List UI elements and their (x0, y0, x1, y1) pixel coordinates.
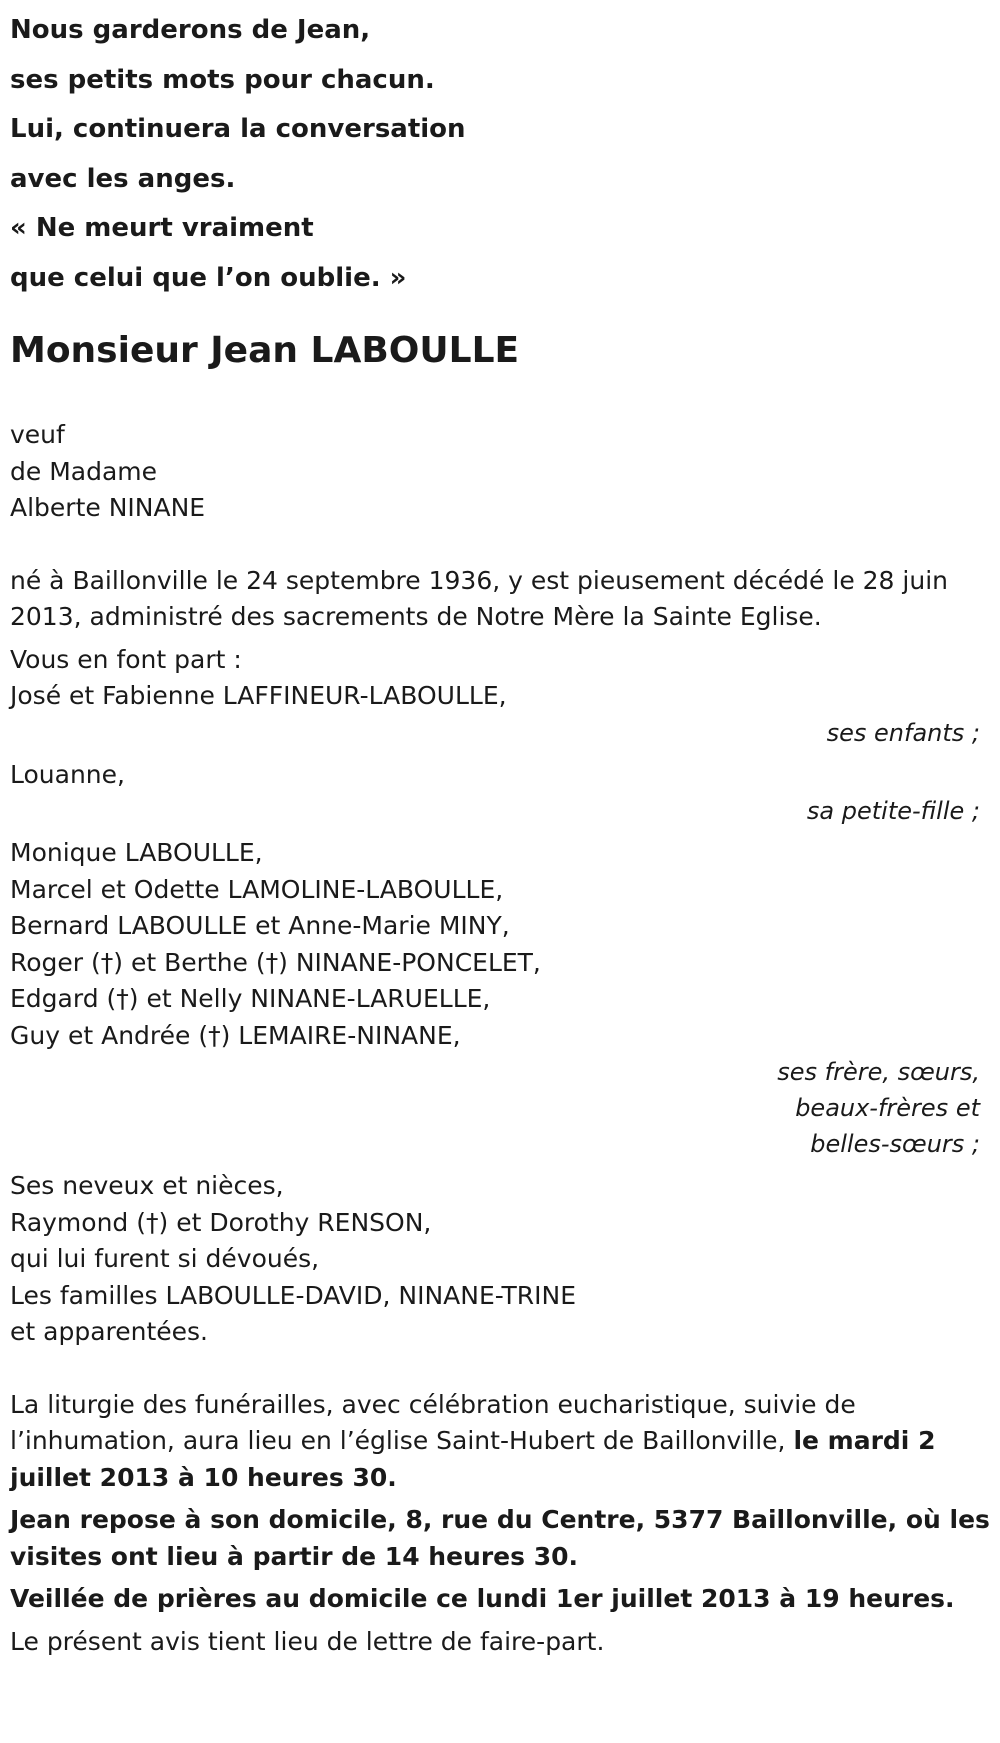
sibling-line-2: Marcel et Odette LAMOLINE-LABOULLE, (10, 874, 504, 904)
others-line-3: qui lui furent si dévoués, (10, 1244, 320, 1273)
funeral-text (10, 1387, 990, 1497)
grandchildren-relation: sa petite-fille ; (806, 797, 980, 825)
closing-text: Le présent avis tient lieu de lettre de faire-part. (10, 1626, 605, 1656)
children-names: José et Fabienne LAFFINEUR-LABOULLE, (10, 681, 507, 710)
others-line-1: Ses neveux et nièces, (10, 1171, 284, 1200)
spouse-line-2: de Madame (10, 456, 158, 486)
birth-death-text: né à Baillonville le 24 septembre 1936, y est pieusement décédé le 28 juin 2013, administré des sacrements de Notre Mère la Sainte Eglise. (10, 565, 948, 631)
others-block (10, 1168, 990, 1351)
siblings-block (10, 835, 990, 1162)
spouse-block (10, 417, 990, 527)
poem-line-2: ses petits mots pour chacun. (10, 64, 435, 95)
poem-line-3: Lui, continuera la conversation (10, 114, 466, 144)
vigil-text: Veillée de prières au domicile ce lundi 1er juillet 2013 à 19 heures. (10, 1584, 955, 1613)
spouse-line-3: Alberte NINANE (10, 493, 206, 522)
sibling-line-1: Monique LABOULLE, (10, 838, 263, 867)
spouse-line-1: veuf (10, 420, 65, 449)
announce-intro: Vous en font part : (10, 644, 242, 674)
others-line-4: Les familles LABOULLE-DAVID, NINANE-TRINE (10, 1280, 577, 1310)
sibling-line-3: Bernard LABOULLE et Anne-Marie MINY, (10, 911, 510, 940)
deceased-name: Monsieur Jean LABOULLE (10, 330, 520, 371)
sibling-line-5: Edgard (†) et Nelly NINANE-LARUELLE, (10, 984, 491, 1013)
siblings-relation-1: ses frère, sœurs, (777, 1058, 980, 1086)
poem-line-4: avec les anges. (10, 163, 236, 194)
funeral-details: La liturgie des funérailles, avec célébration eucharistique, suivie de l’inhumation, aura lieu en l’église Saint-Hubert de Baillonville, (10, 1389, 856, 1455)
siblings-relation-3: belles-sœurs ; (810, 1130, 980, 1158)
poem-line-1: Nous garderons de Jean, (10, 15, 371, 45)
others-line-5: et apparentées. (10, 1317, 208, 1346)
poem-line-6: que celui que l’on oublie. » (10, 262, 407, 293)
poem (10, 0, 990, 303)
children-block (10, 678, 990, 751)
siblings-relation-2: beaux-frères et (795, 1094, 980, 1122)
funeral-date: le mardi 2 juillet 2013 à 10 heures 30. (10, 1426, 936, 1492)
grandchildren-block (10, 757, 990, 830)
sibling-line-6: Guy et Andrée (†) LEMAIRE-NINANE, (10, 1020, 461, 1050)
others-line-2: Raymond (†) et Dorothy RENSON, (10, 1207, 432, 1237)
poem-line-5: « Ne meurt vraiment (10, 213, 314, 243)
sibling-line-4: Roger (†) et Berthe (†) NINANE-PONCELET, (10, 947, 541, 977)
grandchildren-names: Louanne, (10, 759, 125, 789)
children-relation: ses enfants ; (826, 718, 980, 747)
rest-place-text: Jean repose à son domicile, 8, rue du Centre, 5377 Baillonville, où les visites ont lieu à partir de 14 heures 30. (10, 1505, 990, 1571)
